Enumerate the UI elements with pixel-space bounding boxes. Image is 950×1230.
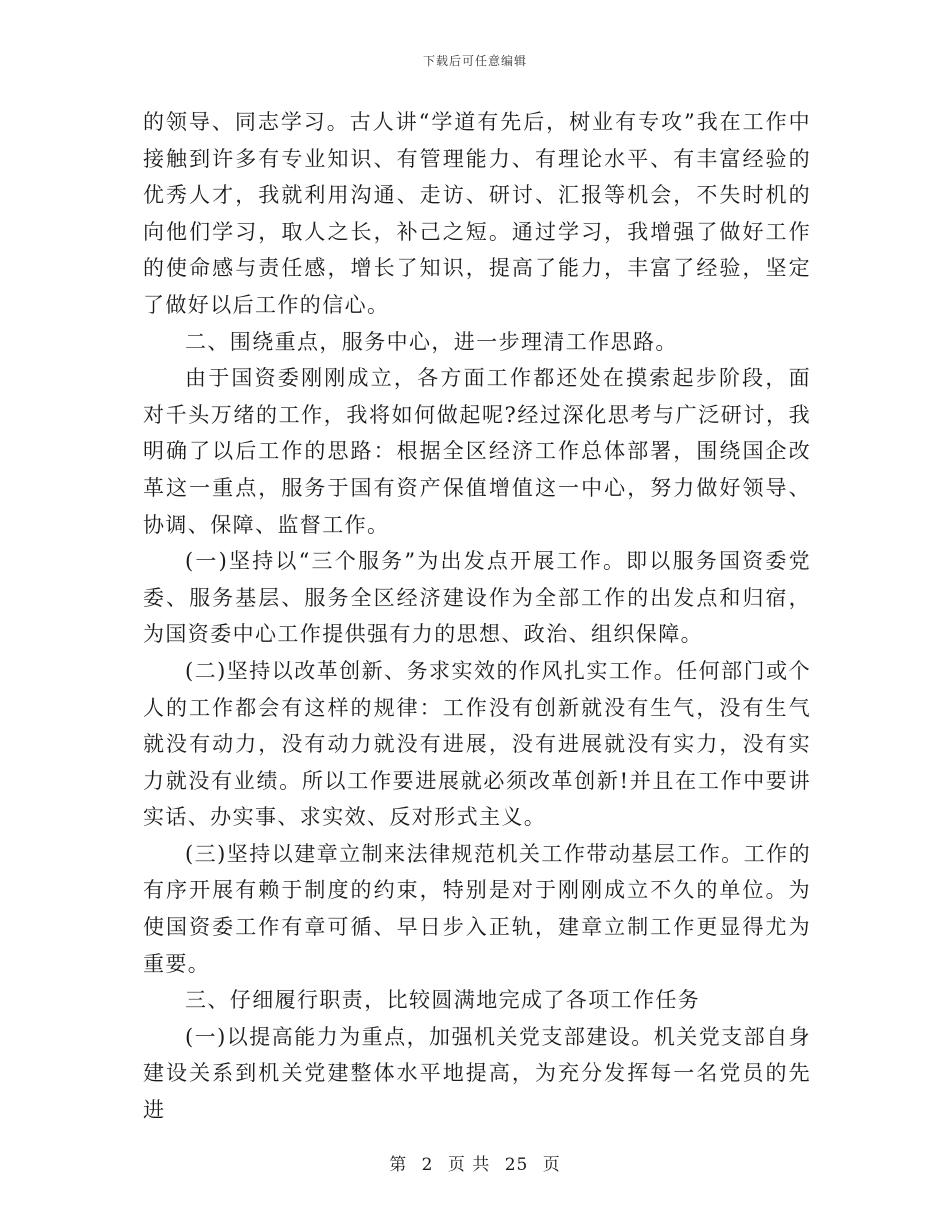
document-body <box>143 104 811 1129</box>
footer-prefix: 第 <box>389 1155 408 1175</box>
section-heading-2: 二、围绕重点，服务中心，进一步理清工作思路。 <box>185 329 678 354</box>
paragraph-3: 由于国资委刚刚成立，各方面工作都还处在摸索起步阶段，面对千头万绪的工作，我将如何做起呢?经过深化思考与广泛研讨，我明确了以后工作的思路：根据全区经济工作总体部署，围绕国企改革这一重点，服务于国有资产保值增值这一中心，努力做好领导、协调、保障、监督工作。 <box>143 366 811 537</box>
section-heading-3: 三、仔细履行职责，比较圆满地完成了各项工作任务 <box>185 988 701 1013</box>
current-page-number: 2 <box>421 1155 434 1175</box>
total-page-count: 25 <box>504 1155 529 1175</box>
paragraph-6: (三)坚持以建章立制来法律规范机关工作带动基层工作。工作的有序开展有赖于制度的约束，特别是对于刚刚成立不久的单位。为使国资委工作有章可循、早日步入正轨，建章立制工作更显得尤为重要。 <box>143 841 811 976</box>
paragraph-1: 的领导、同志学习。古人讲“学道有先后，树业有专攻”我在工作中接触到许多有专业知识、有管理能力、有理论水平、有丰富经验的优秀人才，我就利用沟通、走访、研讨、汇报等机会，不失时机的向他们学习，取人之长，补己之短。通过学习，我增强了做好工作的使命感与责任感，增长了知识，提高了能力，丰富了经验，坚定了做好以后工作的信心。 <box>143 110 811 317</box>
page-footer <box>0 1150 950 1175</box>
footer-middle: 页 共 <box>447 1155 491 1175</box>
paragraph-8: (一)以提高能力为重点，加强机关党支部建设。机关党支部自身建设关系到机关党建整体水平地提高，为充分发挥每一名党员的先进 <box>143 1024 811 1123</box>
page-header: 下载后可任意编辑 <box>422 54 527 68</box>
paragraph-5: (二)坚持以改革创新、务求实效的作风扎实工作。任何部门或个人的工作都会有这样的规律：工作没有创新就没有生气，没有生气就没有动力，没有动力就没有进展，没有进展就没有实力，没有实力就没有业绩。所以工作要进展就必须改革创新!并且在工作中要讲实话、办实事、求实效、反对形式主义。 <box>143 658 811 830</box>
footer-suffix: 页 <box>542 1155 561 1175</box>
paragraph-4: (一)坚持以“三个服务”为出发点开展工作。即以服务国资委党委、服务基层、服务全区经济建设作为全部工作的出发点和归宿，为国资委中心工作提供强有力的思想、政治、组织保障。 <box>143 549 811 647</box>
